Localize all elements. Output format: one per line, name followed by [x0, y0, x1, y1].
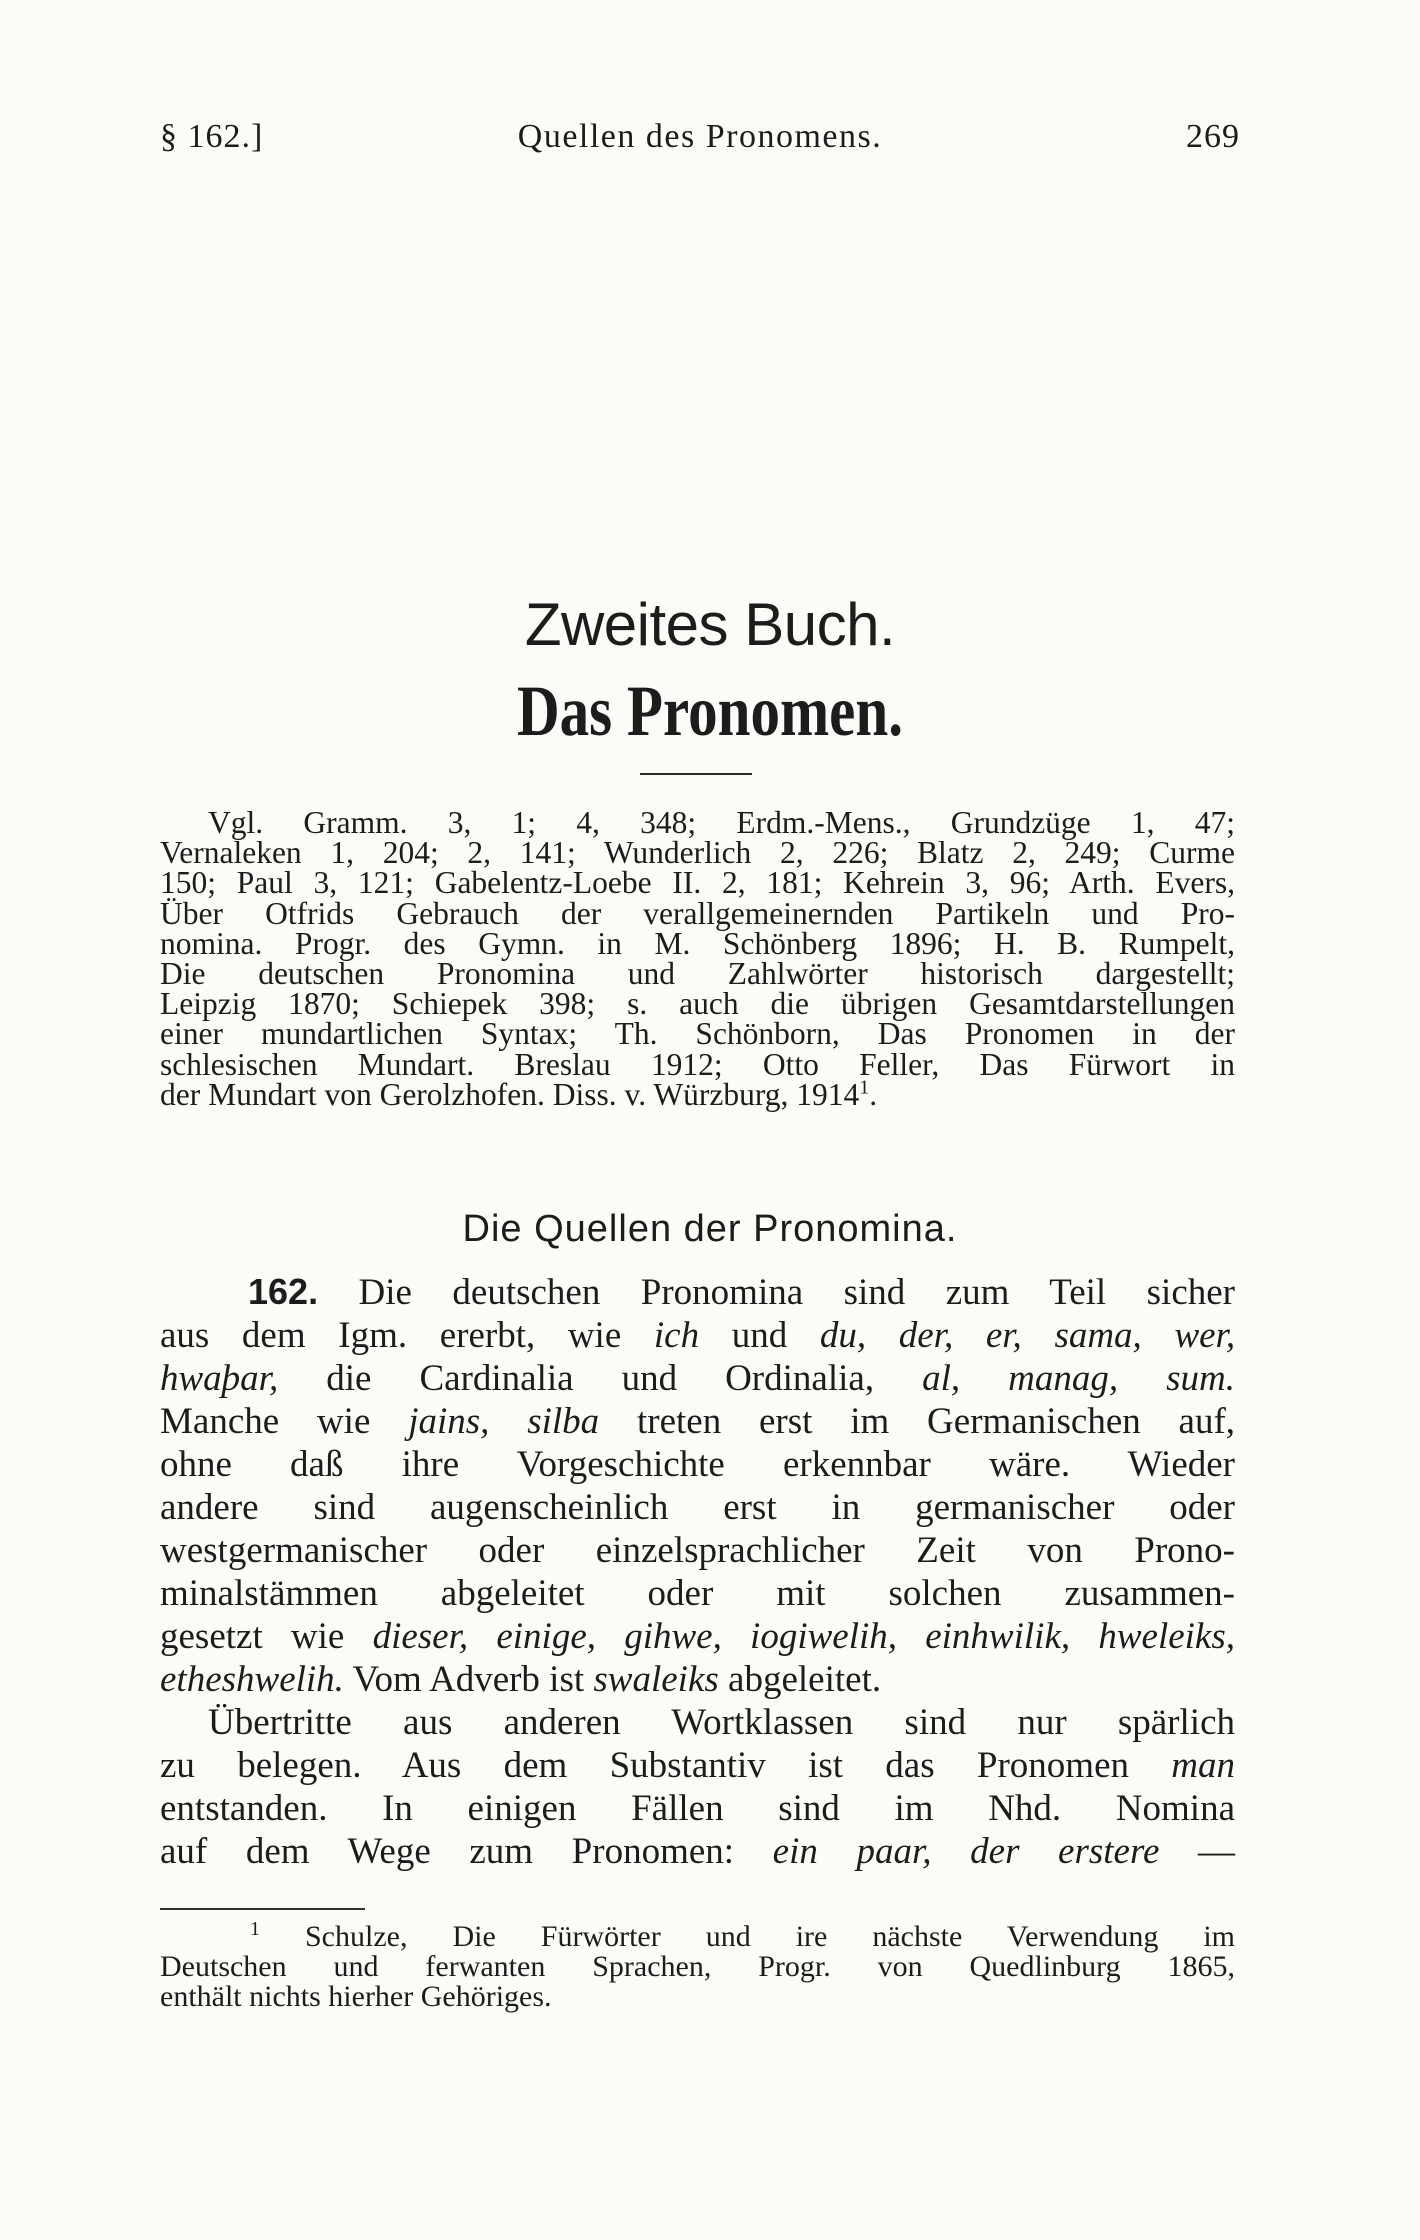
example-word: etheshwelih. — [160, 1659, 344, 1700]
biblio-line: Die deutschen Pronomina und Zahlwörter historisch dargestellt; — [160, 956, 1235, 992]
section-heading: Die Quellen der Pronomina. — [462, 1208, 958, 1250]
example-word: al, — [922, 1358, 961, 1399]
body-text: gesetzt wie — [160, 1616, 345, 1657]
bibliography-paragraph — [160, 805, 1235, 1112]
biblio-line: schlesischen Mundart. Breslau 1912; Otto Feller, Das Fürwort in — [160, 1046, 1235, 1082]
body-text: Die deutschen Pronomina sind zum Teil sicher — [358, 1272, 1236, 1313]
body-line: entstanden. In einigen Fällen sind im Nhd. Nomina — [160, 1788, 1235, 1829]
footnote-reference: 1 — [859, 1076, 870, 1099]
body-line — [160, 1270, 1235, 1314]
example-word: der erstere — [970, 1831, 1160, 1872]
example-word: jains, — [408, 1401, 490, 1442]
body-line — [160, 1357, 1235, 1400]
body-line — [160, 1400, 1235, 1443]
footnote-text: Schulze, Die Fürwörter und ire nächste Verwendung im — [305, 1920, 1236, 1953]
example-word: gihwe, — [624, 1616, 722, 1657]
body-line: minalstämmen abgeleitet oder mit solchen zusammen- — [160, 1573, 1235, 1614]
example-word: sama, — [1054, 1315, 1142, 1356]
body-text: Manche wie — [160, 1401, 371, 1442]
running-header — [160, 118, 1240, 168]
biblio-line: einer mundartlichen Syntax; Th. Schönborn, Das Pronomen in der — [160, 1016, 1235, 1052]
book-title: Zweites Buch. — [524, 591, 896, 658]
example-word: swaleiks — [593, 1659, 719, 1700]
example-word: manag, — [1008, 1358, 1119, 1399]
body-line: andere sind augenscheinlich erst in germanischer oder — [160, 1487, 1235, 1528]
body-text: zu belegen. Aus dem Substantiv ist das Pronomen — [160, 1745, 1129, 1786]
page-number: 269 — [1186, 118, 1240, 155]
body-text: auf dem Wege zum Pronomen: — [160, 1831, 735, 1872]
body-line: westgermanischer oder einzelsprachlicher Zeit von Prono- — [160, 1530, 1235, 1571]
body-text: abgeleitet. — [728, 1659, 882, 1700]
body-text: die Cardinalia und Ordinalia, — [326, 1358, 875, 1399]
body-line: Übertritte aus anderen Wortklassen sind nur spärlich — [208, 1702, 1235, 1743]
book-subtitle: Das Pronomen. — [517, 671, 903, 751]
example-word: einhwilik, — [925, 1616, 1071, 1657]
example-word: ein paar, — [772, 1831, 932, 1872]
body-line: ohne daß ihre Vorgeschichte erkennbar wäre. Wieder — [160, 1444, 1235, 1485]
example-word: iogiwelih, — [750, 1616, 898, 1657]
body-line — [160, 1314, 1235, 1357]
biblio-line: Leipzig 1870; Schiepek 398; s. auch die übrigen Gesamtdarstellungen — [160, 986, 1235, 1022]
example-word: wer, — [1174, 1315, 1236, 1356]
header-title: Quellen des Pronomens. — [517, 118, 883, 155]
example-word: dieser, — [372, 1616, 469, 1657]
biblio-line: Vgl. Gramm. 3, 1; 4, 348; Erdm.-Mens., Grundzüge 1, 47; — [208, 805, 1235, 840]
example-word: hwaþar, — [160, 1358, 279, 1399]
body-text: und — [731, 1315, 788, 1356]
example-word: sum. — [1166, 1358, 1236, 1399]
example-word: silba — [527, 1401, 600, 1442]
main-paragraph — [160, 1270, 1235, 1873]
biblio-line: nomina. Progr. des Gymn. in M. Schönberg 1896; H. B. Rumpelt, — [160, 925, 1235, 961]
body-line — [160, 1658, 1235, 1701]
footnote-line — [160, 1918, 1236, 1953]
biblio-end-punct: . — [869, 1076, 878, 1112]
footnote-line: Deutschen und ferwanten Sprachen, Progr. von Quedlinburg 1865, — [160, 1950, 1235, 1983]
biblio-line: 150; Paul 3, 121; Gabelentz-Loebe II. 2, 181; Kehrein 3, 96; Arth. Evers, — [160, 865, 1235, 901]
example-word: er, — [985, 1315, 1022, 1356]
body-line — [160, 1615, 1235, 1658]
title-rule — [640, 773, 752, 775]
footnote-mark: 1 — [250, 1918, 260, 1940]
body-text: Vom Adverb ist — [352, 1659, 585, 1700]
body-text: aus dem Igm. ererbt, wie — [160, 1315, 622, 1356]
body-line — [160, 1830, 1235, 1873]
biblio-line-last — [160, 1076, 1235, 1112]
paragraph-number: 162. — [248, 1271, 319, 1312]
body-line — [160, 1744, 1235, 1787]
example-word: hweleiks, — [1098, 1616, 1235, 1657]
header-section-ref: § 162.] — [160, 118, 264, 155]
biblio-line: Über Otfrids Gebrauch der verallgemeinernden Partikeln und Pro- — [160, 895, 1235, 931]
example-word: der, — [898, 1315, 954, 1356]
example-word: ich — [653, 1315, 700, 1356]
body-text: — — [1198, 1831, 1236, 1872]
biblio-line-text: der Mundart von Gerolzhofen. Diss. v. Würzburg, 1914 — [160, 1076, 860, 1112]
footnote — [160, 1918, 1236, 2013]
footnote-rule — [160, 1908, 365, 1910]
example-word: einige, — [496, 1616, 596, 1657]
example-word: man — [1171, 1745, 1236, 1786]
body-text: treten erst im Germanischen auf, — [636, 1401, 1236, 1442]
footnote-line: enthält nichts hierher Gehöriges. — [160, 1980, 552, 2013]
biblio-line: Vernaleken 1, 204; 2, 141; Wunderlich 2, 226; Blatz 2, 249; Curme — [160, 835, 1235, 871]
example-word: du, — [819, 1315, 867, 1356]
